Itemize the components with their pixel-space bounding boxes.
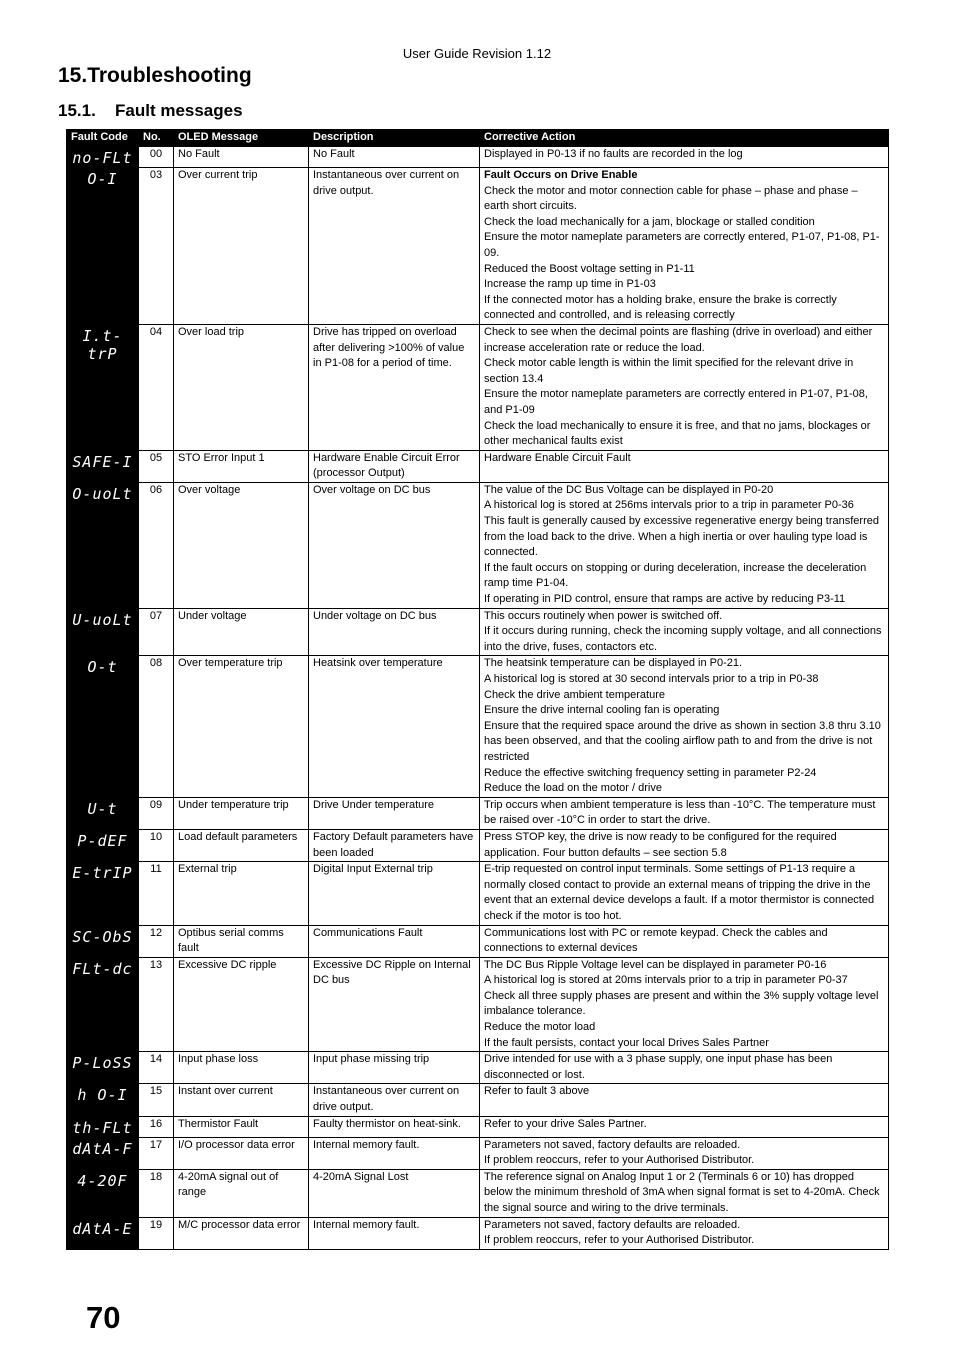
- fault-number-cell: 13: [139, 957, 174, 1052]
- corrective-action-line: If operating in PID control, ensure that ramps are active by reducing P3-11: [484, 593, 846, 606]
- corrective-action-cell: [480, 862, 889, 925]
- table-row: [67, 1137, 889, 1169]
- oled-message-cell: Thermistor Fault: [174, 1116, 309, 1137]
- description-cell: Internal memory fault.: [309, 1137, 480, 1169]
- corrective-action-line: This fault is generally caused by excessive regenerative energy being transferred from the load back to the drive. When a high inertia or over hauling type load is connected.: [484, 515, 879, 559]
- fault-number-cell: 19: [139, 1217, 174, 1249]
- corrective-action-cell: [480, 168, 889, 325]
- description-cell: Under voltage on DC bus: [309, 608, 480, 656]
- fault-number-cell: 05: [139, 450, 174, 482]
- fault-number-cell: 09: [139, 797, 174, 829]
- corrective-action-cell: [480, 925, 889, 957]
- corrective-action-line: E-trip requested on control input terminals. Some settings of P1-13 require a normally closed contact to provide an external means of tripping the drive in the event that an external device develops a fault. If a motor thermistor is connected check if the motor is too hot.: [484, 863, 875, 922]
- corrective-action-line: Check to see when the decimal points are flashing (drive in overload) and either increase acceleration rate or reduce the load.: [484, 325, 873, 354]
- description-cell: Over voltage on DC bus: [309, 482, 480, 608]
- description-cell: Input phase missing trip: [309, 1052, 480, 1084]
- oled-message-cell: 4-20mA signal out of range: [174, 1169, 309, 1217]
- corrective-action-line: A historical log is stored at 20ms intervals prior to a trip in parameter P0-37: [484, 974, 848, 987]
- corrective-action-line: Reduce the motor load: [484, 1021, 596, 1034]
- corrective-action-heading: Fault Occurs on Drive Enable: [484, 169, 638, 181]
- column-header: Description: [309, 130, 480, 147]
- fault-code-cell: no-FLt: [67, 147, 139, 168]
- fault-number-cell: 03: [139, 168, 174, 325]
- table-row: [67, 482, 889, 608]
- corrective-action-line: If it occurs during running, check the incoming supply voltage, and all connections into the drive, fuses, contactors etc.: [484, 625, 882, 653]
- fault-messages-table: [66, 129, 889, 1250]
- description-cell: Digital Input External trip: [309, 862, 480, 925]
- subsection-number: 15.1.: [58, 101, 96, 120]
- oled-message-cell: Over current trip: [174, 168, 309, 325]
- description-cell: 4-20mA Signal Lost: [309, 1169, 480, 1217]
- corrective-action-line: Parameters not saved, factory defaults are reloaded.: [484, 1138, 741, 1151]
- corrective-action-line: Check the drive ambient temperature: [484, 688, 665, 701]
- corrective-action-line: Reduce the effective switching frequency setting in parameter P2-24: [484, 766, 817, 779]
- corrective-action-line: A historical log is stored at 256ms intervals prior to a trip in parameter P0-36: [484, 499, 854, 512]
- fault-code-cell: dAtA-F: [67, 1137, 139, 1169]
- corrective-action-cell: [480, 797, 889, 829]
- corrective-action-line: Hardware Enable Circuit Fault: [484, 451, 631, 464]
- corrective-action-line: Ensure the motor nameplate parameters are correctly entered, P1-07, P1-08, P1-09.: [484, 231, 880, 259]
- corrective-action-line: Check the load mechanically for a jam, blockage or stalled condition: [484, 215, 815, 228]
- revision-header: User Guide Revision 1.12: [402, 46, 552, 61]
- fault-code-cell: SC-ObS: [67, 925, 139, 957]
- corrective-action-line: If the connected motor has a holding brake, ensure the brake is correctly connected and controlled, and is releasing correctly: [484, 293, 837, 322]
- oled-message-cell: Optibus serial comms fault: [174, 925, 309, 957]
- column-header: Corrective Action: [480, 130, 889, 147]
- corrective-action-line: If problem reoccurs, refer to your Authorised Distributor.: [484, 1154, 755, 1167]
- description-cell: Drive has tripped on overload after delivering >100% of value in P1-08 for a period of time.: [309, 324, 480, 450]
- table-row: [67, 1052, 889, 1084]
- table-row: [67, 1217, 889, 1249]
- corrective-action-line: Check the load mechanically to ensure it is free, and that no jams, blockages or other mechanical faults exist: [484, 419, 871, 448]
- subsection-title: [58, 101, 243, 121]
- fault-code-cell: O-t: [67, 656, 139, 797]
- description-cell: Excessive DC Ripple on Internal DC bus: [309, 957, 480, 1052]
- fault-code-cell: P-dEF: [67, 829, 139, 861]
- fault-code-cell: dAtA-E: [67, 1217, 139, 1249]
- table-header-row: [67, 130, 889, 147]
- subsection-label: Fault messages: [115, 101, 243, 120]
- corrective-action-line: If problem reoccurs, refer to your Authorised Distributor.: [484, 1234, 755, 1247]
- oled-message-cell: Input phase loss: [174, 1052, 309, 1084]
- corrective-action-line: Check the motor and motor connection cable for phase – phase and phase – earth short circuits.: [484, 184, 858, 213]
- corrective-action-line: Increase the ramp up time in P1-03: [484, 278, 656, 291]
- oled-message-cell: M/C processor data error: [174, 1217, 309, 1249]
- fault-number-cell: 12: [139, 925, 174, 957]
- section-title: 15.Troubleshooting: [58, 64, 252, 87]
- corrective-action-cell: [480, 324, 889, 450]
- oled-message-cell: External trip: [174, 862, 309, 925]
- fault-code-cell: th-FLt: [67, 1116, 139, 1137]
- corrective-action-cell: [480, 450, 889, 482]
- corrective-action-line: The heatsink temperature can be displayed in P0-21.: [484, 657, 743, 670]
- corrective-action-line: Reduced the Boost voltage setting in P1-11: [484, 262, 695, 275]
- fault-number-cell: 14: [139, 1052, 174, 1084]
- corrective-action-cell: [480, 656, 889, 797]
- description-cell: Communications Fault: [309, 925, 480, 957]
- fault-number-cell: 08: [139, 656, 174, 797]
- corrective-action-cell: [480, 1169, 889, 1217]
- corrective-action-cell: [480, 829, 889, 861]
- fault-code-cell: U-t: [67, 797, 139, 829]
- corrective-action-line: Ensure that the required space around the drive as shown in section 3.8 thru 3.10 has been observed, and that the cooling airflow path to and from the drive is not restricted: [484, 719, 881, 763]
- table-row: [67, 862, 889, 925]
- corrective-action-cell: [480, 1084, 889, 1116]
- table-row: [67, 656, 889, 797]
- corrective-action-line: Trip occurs when ambient temperature is less than -10°C. The temperature must be raised over -10°C in order to start the drive.: [484, 798, 876, 827]
- table-row: [67, 925, 889, 957]
- oled-message-cell: Under temperature trip: [174, 797, 309, 829]
- table-row: [67, 147, 889, 168]
- table-row: [67, 1169, 889, 1217]
- column-header: OLED Message: [174, 130, 309, 147]
- corrective-action-cell: [480, 1052, 889, 1084]
- fault-code-cell: SAFE-I: [67, 450, 139, 482]
- corrective-action-line: Reduce the load on the motor / drive: [484, 782, 662, 795]
- table-row: [67, 450, 889, 482]
- corrective-action-line: Refer to fault 3 above: [484, 1085, 590, 1098]
- fault-code-cell: FLt-dc: [67, 957, 139, 1052]
- description-cell: Internal memory fault.: [309, 1217, 480, 1249]
- corrective-action-line: Refer to your drive Sales Partner.: [484, 1117, 647, 1130]
- page-number: 70: [86, 1300, 121, 1335]
- corrective-action-cell: [480, 1217, 889, 1249]
- table-row: [67, 608, 889, 656]
- oled-message-cell: Excessive DC ripple: [174, 957, 309, 1052]
- corrective-action-line: Check motor cable length is within the limit specified for the relevant drive in section 13.4: [484, 357, 854, 385]
- corrective-action-cell: [480, 957, 889, 1052]
- corrective-action-line: This occurs routinely when power is switched off.: [484, 609, 723, 622]
- table-row: [67, 168, 889, 325]
- oled-message-cell: Under voltage: [174, 608, 309, 656]
- corrective-action-line: If the fault persists, contact your local Drives Sales Partner: [484, 1036, 769, 1049]
- description-cell: Hardware Enable Circuit Error (processor Output): [309, 450, 480, 482]
- table-row: [67, 829, 889, 861]
- description-cell: Heatsink over temperature: [309, 656, 480, 797]
- corrective-action-line: The value of the DC Bus Voltage can be displayed in P0-20: [484, 483, 774, 496]
- description-cell: Drive Under temperature: [309, 797, 480, 829]
- table-row: [67, 957, 889, 1052]
- description-cell: Faulty thermistor on heat-sink.: [309, 1116, 480, 1137]
- corrective-action-line: The reference signal on Analog Input 1 or 2 (Terminals 6 or 10) has dropped below the minimum threshold of 3mA when signal format is set to 4-20mA. Check the signal source and wiring to the drive terminals.: [484, 1170, 880, 1214]
- fault-code-cell: P-LoSS: [67, 1052, 139, 1084]
- fault-number-cell: 06: [139, 482, 174, 608]
- table-row: [67, 1116, 889, 1137]
- corrective-action-line: Ensure the drive internal cooling fan is operating: [484, 704, 720, 717]
- fault-number-cell: 16: [139, 1116, 174, 1137]
- oled-message-cell: Over load trip: [174, 324, 309, 450]
- column-header: No.: [139, 130, 174, 147]
- fault-number-cell: 00: [139, 147, 174, 168]
- corrective-action-line: A historical log is stored at 30 second intervals prior to a trip in P0-38: [484, 673, 819, 685]
- oled-message-cell: STO Error Input 1: [174, 450, 309, 482]
- oled-message-cell: No Fault: [174, 147, 309, 168]
- corrective-action-line: If the fault occurs on stopping or during deceleration, increase the deceleration ramp time P1-04.: [484, 561, 867, 590]
- fault-code-cell: O-I: [67, 168, 139, 325]
- fault-code-cell: h O-I: [67, 1084, 139, 1116]
- description-cell: No Fault: [309, 147, 480, 168]
- fault-number-cell: 18: [139, 1169, 174, 1217]
- fault-code-cell: O-uoLt: [67, 482, 139, 608]
- corrective-action-line: The DC Bus Ripple Voltage level can be displayed in parameter P0-16: [484, 958, 827, 971]
- corrective-action-cell: [480, 1137, 889, 1169]
- fault-number-cell: 04: [139, 324, 174, 450]
- corrective-action-cell: [480, 608, 889, 656]
- table-row: [67, 797, 889, 829]
- oled-message-cell: Instant over current: [174, 1084, 309, 1116]
- corrective-action-line: Parameters not saved, factory defaults are reloaded.: [484, 1218, 741, 1231]
- oled-message-cell: Over voltage: [174, 482, 309, 608]
- fault-number-cell: 17: [139, 1137, 174, 1169]
- corrective-action-cell: [480, 1116, 889, 1137]
- corrective-action-line: Drive intended for use with a 3 phase supply, one input phase has been disconnected or lost.: [484, 1053, 833, 1081]
- column-header: Fault Code: [67, 130, 139, 147]
- table-row: [67, 324, 889, 450]
- description-cell: Instantaneous over current on drive output.: [309, 168, 480, 325]
- fault-number-cell: 07: [139, 608, 174, 656]
- oled-message-cell: Load default parameters: [174, 829, 309, 861]
- fault-code-cell: 4-20F: [67, 1169, 139, 1217]
- fault-number-cell: 10: [139, 829, 174, 861]
- oled-message-cell: Over temperature trip: [174, 656, 309, 797]
- fault-code-cell: E-trIP: [67, 862, 139, 925]
- fault-code-cell: I.t-trP: [67, 324, 139, 450]
- corrective-action-line: Press STOP key, the drive is now ready to be configured for the required application. Four button defaults – see section 5.8: [484, 830, 837, 859]
- corrective-action-line: Displayed in P0-13 if no faults are recorded in the log: [484, 148, 743, 160]
- fault-code-cell: U-uoLt: [67, 608, 139, 656]
- oled-message-cell: I/O processor data error: [174, 1137, 309, 1169]
- corrective-action-line: Communications lost with PC or remote keypad. Check the cables and connections to external devices: [484, 926, 828, 955]
- description-cell: Instantaneous over current on drive output.: [309, 1084, 480, 1116]
- corrective-action-cell: [480, 482, 889, 608]
- corrective-action-cell: [480, 147, 889, 168]
- corrective-action-line: Check all three supply phases are present and within the 3% supply voltage level imbalance tolerance.: [484, 989, 879, 1018]
- description-cell: Factory Default parameters have been loaded: [309, 829, 480, 861]
- fault-number-cell: 11: [139, 862, 174, 925]
- fault-number-cell: 15: [139, 1084, 174, 1116]
- table-row: [67, 1084, 889, 1116]
- corrective-action-line: Ensure the motor nameplate parameters are correctly entered in P1-07, P1-08, and P1-09: [484, 388, 868, 416]
